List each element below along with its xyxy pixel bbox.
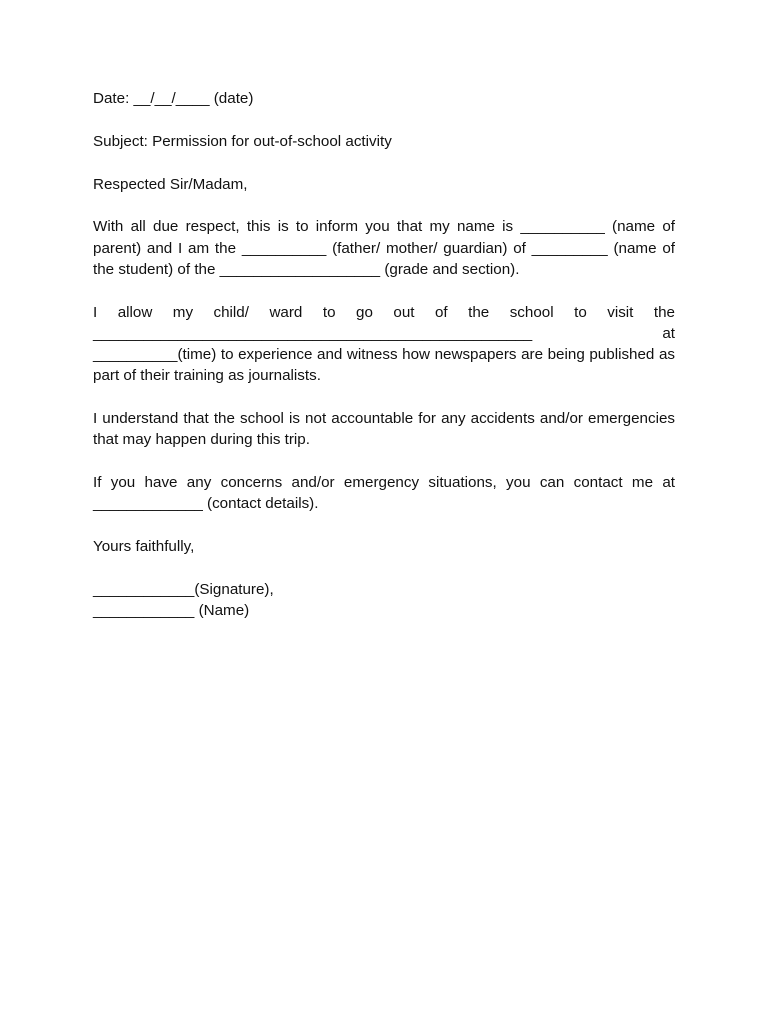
date-line: Date: __/__/____ (date)	[93, 90, 254, 107]
name-line: ____________ (Name)	[93, 602, 250, 619]
paragraph-parent-details: With all due respect, this is to inform you that my name is __________ (name of parent) and I am the __________ (father/ mother/ guardian) of _________ (name of the student) of the ___________________ (grade and section).	[93, 218, 675, 278]
paragraph-permission: I allow my child/ ward to go out of the school to visit the ____________________________________________________ at __________(time) to experience and witness how newspapers are being published as part of their training as journalists.	[93, 303, 675, 385]
paragraph-contact: If you have any concerns and/or emergency situations, you can contact me at _____________ (contact details).	[93, 474, 675, 513]
salutation: Respected Sir/Madam,	[93, 175, 248, 193]
letter-body	[93, 88, 675, 621]
signature-line: ____________(Signature),	[93, 580, 274, 598]
subject-line: Subject: Permission for out-of-school activity	[93, 132, 392, 150]
paragraph-accountability: I understand that the school is not accountable for any accidents and/or emergencies that may happen during this trip.	[93, 410, 675, 449]
closing: Yours faithfully,	[93, 538, 195, 555]
